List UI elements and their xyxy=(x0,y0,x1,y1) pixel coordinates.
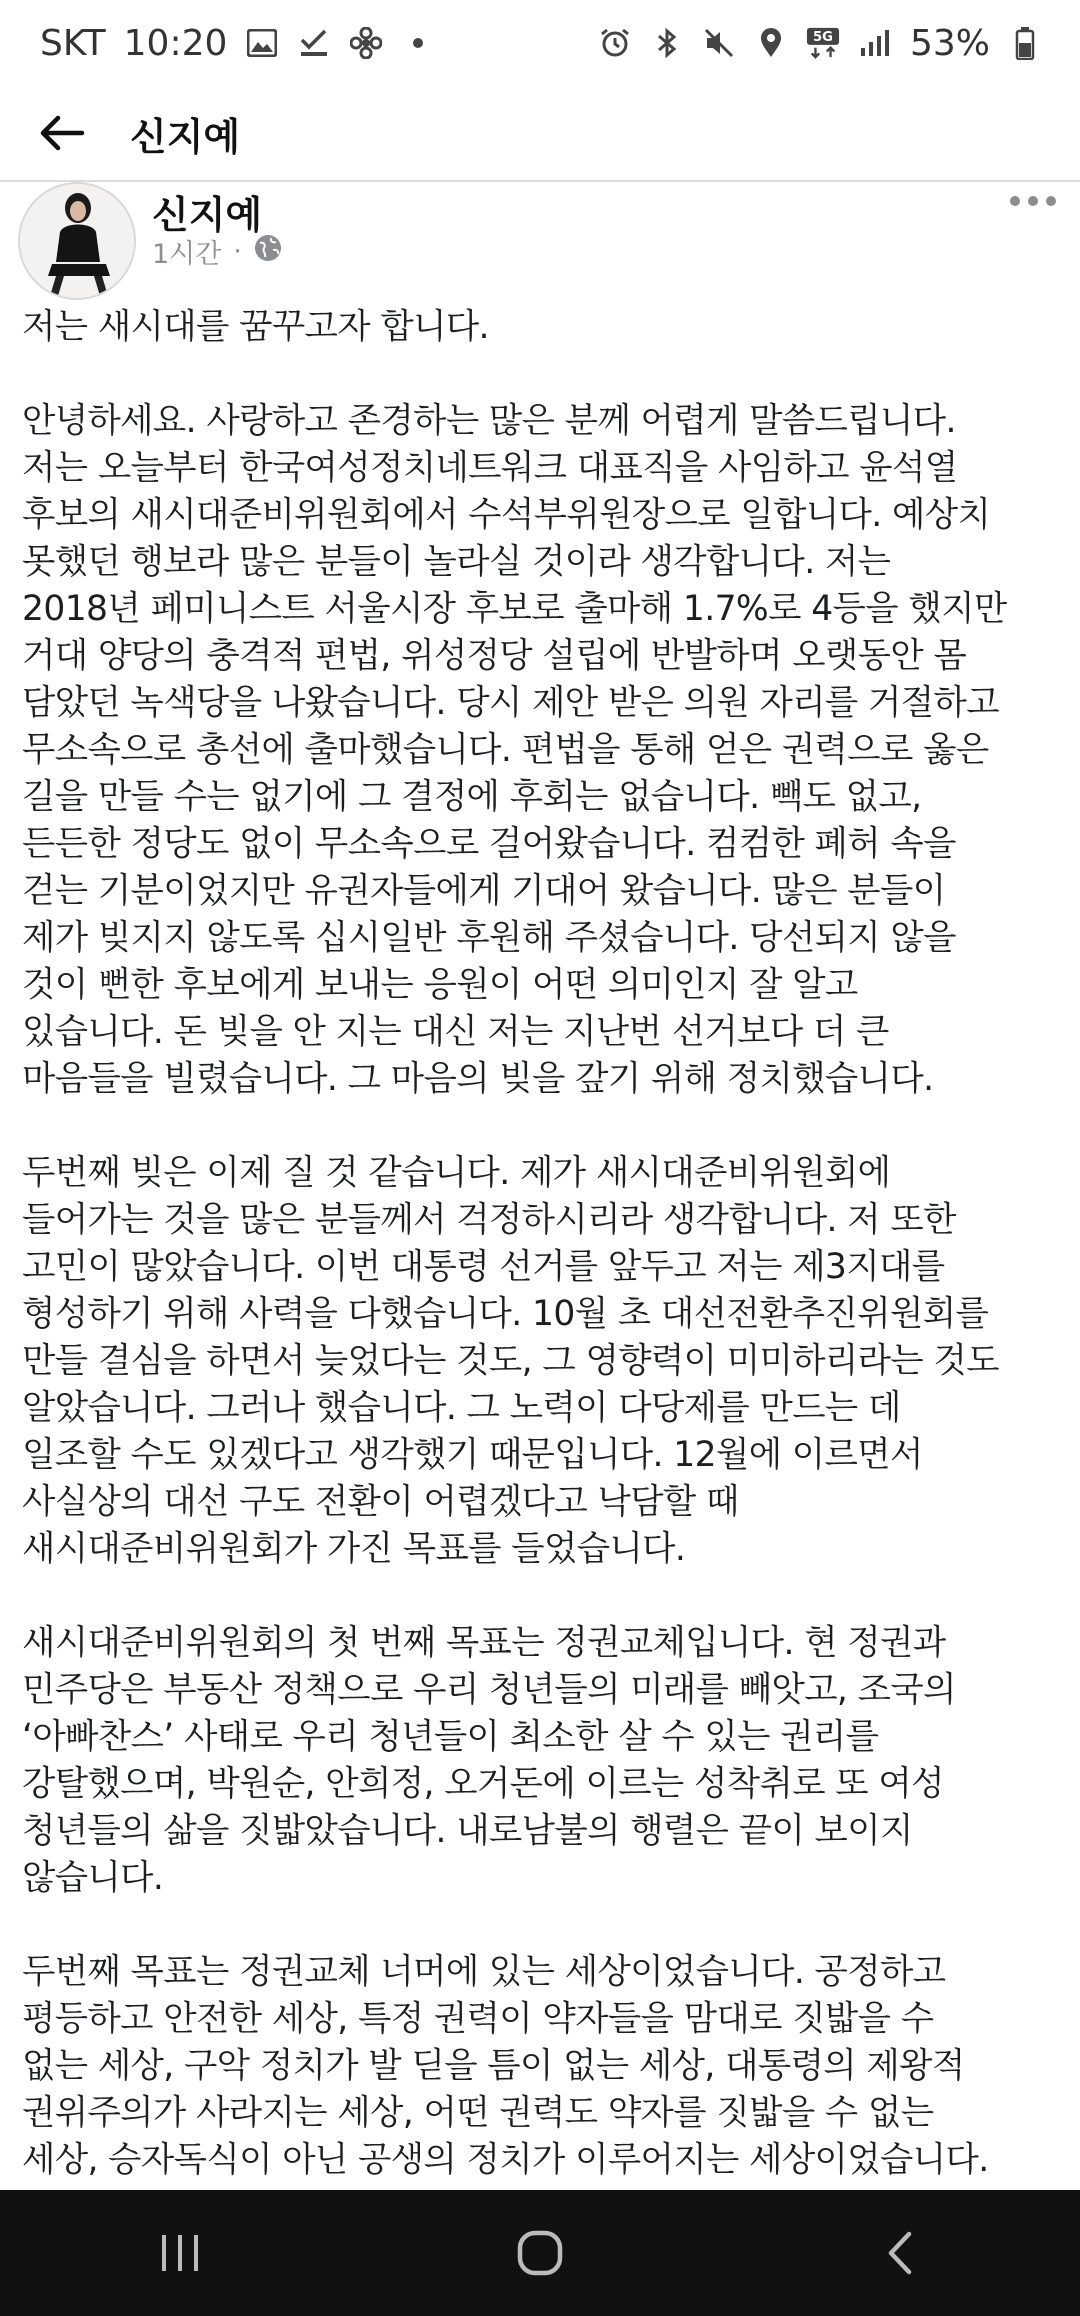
avatar[interactable] xyxy=(18,182,136,300)
author-name[interactable]: 신지예 xyxy=(152,193,263,237)
meta-separator: · xyxy=(233,236,242,267)
post-header xyxy=(0,182,1080,300)
back-button[interactable] xyxy=(26,97,98,169)
fan-app-icon xyxy=(349,26,383,60)
post-paragraph: 두번째 목표는 정권교체 너머에 있는 세상이었습니다. 공정하고 평등하고 안전한 세상, 특정 권력이 약자들을 맘대로 짓밟을 수 없는 세상, 구악 정치가 발 딛을 틈이 없는 세상, 대통령의 제왕적 권위주의가 사라지는 세상, 어떤 권력도 약자를 짓밟을 수 없는 세상, 승자독식이 아닌 공생의 정치가 이루어지는 세상이었습니다. xyxy=(22,1952,989,2180)
post-meta xyxy=(152,232,282,271)
image-icon xyxy=(245,26,279,60)
post-paragraph: 저는 새시대를 꿈꾸고자 합니다. xyxy=(22,307,489,347)
alarm-icon xyxy=(598,26,632,60)
clock: 10:20 xyxy=(123,22,228,64)
post-paragraph: 안녕하세요. 사랑하고 존경하는 많은 분께 어렵게 말씀드립니다. 저는 오늘부터 한국여성정치네트워크 대표직을 사임하고 윤석열 후보의 새시대준비위원회에서 수석부위원장으로 일합니다. 예상치 못했던 행보라 많은 분들이 놀라실 것이라 생각합니다. 저는 2018년 페미니스트 서울시장 후보로 출마해 1.7%로 4등을 했지만 거대 양당의 충격적 편법, 위성정당 설립에 반발하며 오랫동안 몸 담았던 녹색당을 나왔습니다. 당시 제안 받은 의원 자리를 거절하고 무소속으로 총선에 출마했습니다. 편법을 통해 얻은 권력으로 옳은 길을 만들 수는 없기에 그 결정에 후회는 없습니다. 빽도 없고, 든든한 정당도 없이 무소속으로 걸어왔습니다. 컴컴한 폐허 속을 걷는 기분이었지만 유권자들에게 기대어 왔습니다. 많은 분들이 제가 빚지지 않도록 십시일반 후원해 주셨습니다. 당선되지 않을 것이 뻔한 후보에게 보내는 응원이 어떤 의미인지 잘 알고 있습니다. 돈 빚을 안 지는 대신 저는 지난번 선거보다 더 큰 마음들을 빌렸습니다. 그 마음의 빚을 갚기 위해 정치했습니다. xyxy=(22,401,1007,1099)
dot-icon xyxy=(401,26,435,60)
globe-icon xyxy=(254,234,282,269)
more-dot xyxy=(1028,196,1038,206)
battery-percent: 53% xyxy=(909,22,990,64)
post-body xyxy=(22,304,1067,2231)
more-dot xyxy=(1010,196,1020,206)
recent-apps-button[interactable] xyxy=(120,2203,240,2303)
svg-text:5G: 5G xyxy=(812,30,834,46)
signal-icon xyxy=(858,26,892,60)
system-back-button[interactable] xyxy=(840,2203,960,2303)
more-options-button[interactable] xyxy=(1010,196,1056,206)
mute-icon xyxy=(702,26,736,60)
check-download-icon xyxy=(297,26,331,60)
bluetooth-icon xyxy=(650,26,684,60)
page-title: 신지예 xyxy=(130,114,241,159)
back-icon xyxy=(885,2230,915,2276)
more-dot xyxy=(1046,196,1056,206)
post-paragraph: 새시대준비위원회의 첫 번째 목표는 정권교체입니다. 현 정권과 민주당은 부동산 정책으로 우리 청년들의 미래를 빼앗고, 조국의 ‘아빠찬스’ 사태로 우리 청년들이 최소한 살 수 있는 권리를 강탈했으며, 박원순, 안희정, 오거돈에 이르는 성착취로 또 여성 청년들의 삶을 짓밟았습니다. 내로남불의 행렬은 끝이 보이지 않습니다. xyxy=(22,1623,956,1898)
post-time[interactable]: 1시간 xyxy=(152,239,222,270)
home-button[interactable] xyxy=(480,2203,600,2303)
status-bar-left xyxy=(40,23,435,64)
battery-icon xyxy=(1008,26,1042,60)
5g-icon xyxy=(806,26,840,60)
home-icon xyxy=(516,2229,564,2277)
recent-apps-icon xyxy=(158,2233,202,2273)
system-nav-bar xyxy=(0,2190,1080,2316)
post-paragraph: 두번째 빚은 이제 질 것 같습니다. 제가 새시대준비위원회에 들어가는 것을 많은 분들께서 걱정하시리라 생각합니다. 저 또한 고민이 많았습니다. 이번 대통령 선거를 앞두고 저는 제3지대를 형성하기 위해 사력을 다했습니다. 10월 초 대선전환추진위원회를 만들 결심을 하면서 늦었다는 것도, 그 영향력이 미미하리라는 것도 알았습니다. 그러나 했습니다. 그 노력이 다당제를 만드는 데 일조할 수도 있겠다고 생각했기 때문입니다. 12월에 이르면서 사실상의 대선 구도 전환이 어렵겠다고 낙담할 때 새시대준비위원회가 가진 목표를 들었습니다. xyxy=(22,1153,999,1569)
arrow-left-icon xyxy=(38,113,86,153)
status-bar xyxy=(0,0,1080,86)
status-bar-right xyxy=(598,23,1042,64)
location-icon xyxy=(754,26,788,60)
app-bar xyxy=(0,86,1080,182)
carrier-label: SKT xyxy=(40,22,106,64)
